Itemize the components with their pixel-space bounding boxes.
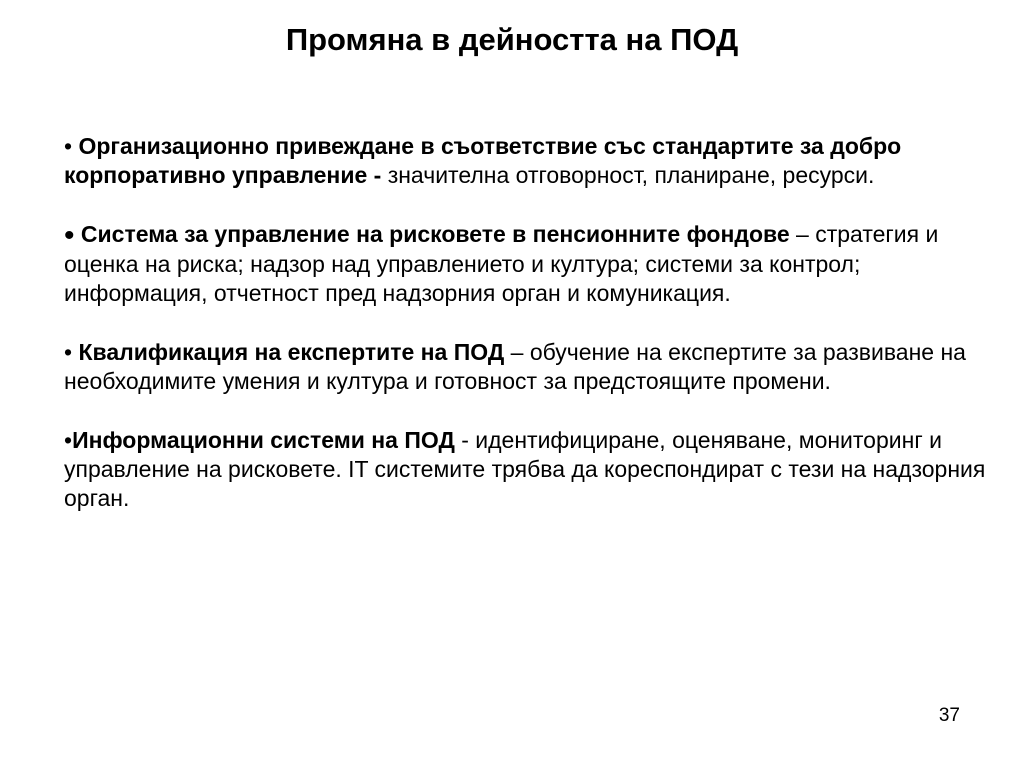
bullet-heading: Организационно привеждане в съответствие със стандартите за добро корпоративно управление - xyxy=(64,133,902,188)
page-number: 37 xyxy=(938,705,960,726)
bullet-list xyxy=(64,132,999,543)
bullet-heading: Информационни системи на ПОД xyxy=(72,427,455,453)
bullet-mark: • xyxy=(64,427,73,453)
slide-title: Промяна в дейността на ПОД xyxy=(285,22,739,57)
bullet-mark: • xyxy=(64,339,73,365)
bullet-mark: • xyxy=(64,133,73,159)
bullet-mark: • xyxy=(64,219,75,252)
bullet-item-governance xyxy=(64,132,999,190)
bullet-item-information-systems xyxy=(64,426,999,513)
bullet-text: - идентифициране, оценяване, мониторинг и управление на рисковете. IT системите трябва да кореспондират с тези на надзорния орган. xyxy=(64,427,986,511)
bullet-text: – обучение на експертите за развиване на необходимите умения и култура и готовност за предстоящите промени. xyxy=(64,339,966,394)
bullet-heading: Система за управление на рисковете в пенсионните фондове xyxy=(80,221,790,247)
bullet-text: значителна отговорност, планиране, ресурси. xyxy=(387,162,875,188)
bullet-item-risk-management xyxy=(64,220,999,308)
bullet-text: – стратегия и оценка на риска; надзор над управлението и култура; системи за контрол; информация, отчетност пред надзорния орган и комуникация. xyxy=(64,221,939,306)
bullet-item-qualification xyxy=(64,338,999,396)
bullet-heading: Квалификация на експертите на ПОД xyxy=(78,339,505,365)
